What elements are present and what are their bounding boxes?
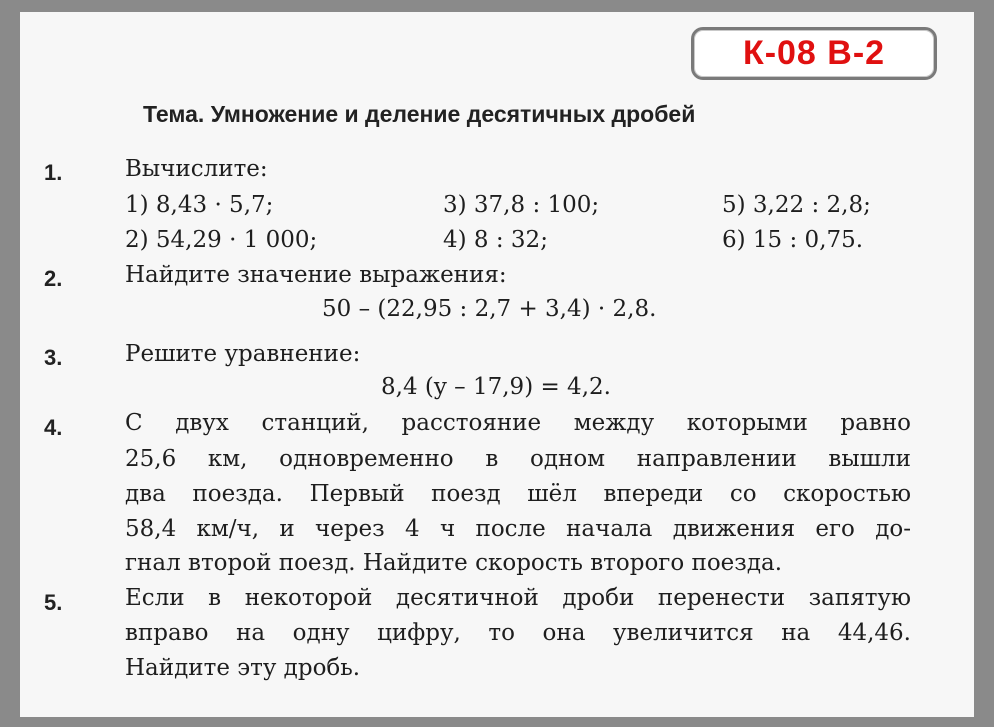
variant-badge: К-08 В-2 — [691, 27, 937, 80]
problem-1-prompt: Вычислите: — [125, 156, 268, 182]
problem-4-line-2: 25,6 км, одновременно в одном направлении вышли — [125, 446, 911, 472]
problem-3-prompt: Решите уравнение: — [125, 341, 361, 367]
problem-1-item-3: 3) 37,8 : 100; — [443, 192, 600, 218]
problem-2-expression: 50 – (22,95 : 2,7 + 3,4) · 2,8. — [322, 296, 657, 322]
problem-5-line-3: Найдите эту дробь. — [125, 655, 361, 681]
problem-1-item-6: 6) 15 : 0,75. — [722, 227, 864, 253]
problem-1-item-2: 2) 54,29 · 1 000; — [125, 227, 318, 253]
problem-4-number: 4. — [44, 415, 63, 440]
problem-4-line-1: С двух станций, расстояние между которыми равно — [125, 410, 911, 436]
problem-1-item-4: 4) 8 : 32; — [443, 227, 548, 253]
problem-5-line-1: Если в некоторой десятичной дроби перенести запятую — [125, 585, 911, 611]
problem-4-line-3: два поезда. Первый поезд шёл впереди со скоростью — [125, 481, 911, 507]
problem-1-item-1: 1) 8,43 · 5,7; — [125, 192, 274, 218]
topic-label: Тема. — [143, 101, 205, 127]
problem-5-number: 5. — [44, 590, 63, 615]
problem-1-number: 1. — [44, 160, 63, 185]
problem-5-line-2: вправо на одну цифру, то она увеличится на 44,46. — [125, 620, 911, 646]
problem-4-line-5: гнал второй поезд. Найдите скорость второго поезда. — [125, 550, 783, 576]
problem-2-number: 2. — [44, 266, 63, 291]
topic-heading — [143, 101, 695, 128]
problem-4-line-4: 58,4 км/ч, и через 4 ч после начала движения его до- — [125, 516, 911, 542]
problem-3-number: 3. — [44, 345, 63, 370]
problem-1-item-5: 5) 3,22 : 2,8; — [722, 192, 871, 218]
problem-3-expression: 8,4 (y – 17,9) = 4,2. — [381, 374, 611, 400]
topic-title: Умножение и деление десятичных дробей — [210, 101, 696, 127]
problem-2-prompt: Найдите значение выражения: — [125, 262, 507, 288]
